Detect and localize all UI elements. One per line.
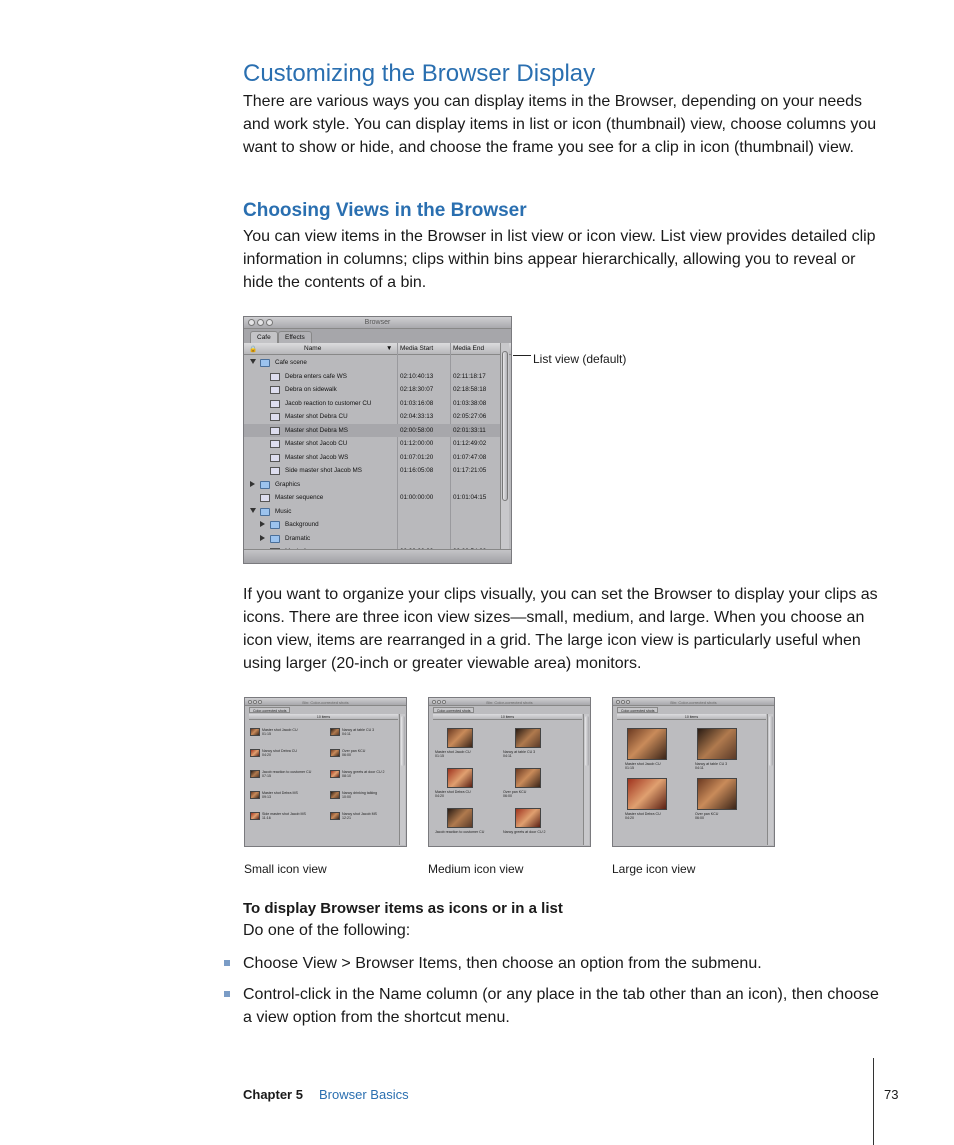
column-media-end[interactable]: Media End [453, 345, 485, 352]
clip-timecode: 04:11 [342, 732, 351, 737]
medium-icon-view-label: Medium icon view [428, 862, 524, 876]
clip-name: Over pan KCU [342, 749, 366, 753]
bullet-square-icon [224, 991, 230, 997]
clip-caption [262, 812, 306, 820]
row-name: Cafe scene [275, 359, 307, 366]
disclosure-down-icon[interactable] [250, 508, 256, 513]
table-row[interactable] [244, 397, 501, 411]
clip-name: Nancy shot Jacob MS [342, 812, 377, 816]
clip-caption [503, 750, 535, 758]
row-media-start: 01:03:16:08 [400, 399, 434, 407]
clip-thumbnail[interactable] [250, 812, 260, 820]
table-row[interactable] [244, 383, 501, 397]
clip-name: Nancy shot Debra CU [262, 749, 297, 753]
small-icon-view-label: Small icon view [244, 862, 327, 876]
clip-caption [262, 728, 298, 736]
item-count: 10 items [433, 714, 582, 720]
clip-caption [342, 749, 365, 757]
vertical-scrollbar[interactable] [767, 714, 773, 845]
clip-name: Master shot Jacob CU [625, 762, 661, 766]
bullet-text: Choose View > Browser Items, then choose an option from the submenu. [243, 955, 762, 972]
clip-thumbnail[interactable] [627, 728, 667, 760]
disclosure-right-icon[interactable] [250, 481, 255, 487]
row-media-end: 01:07:47:08 [453, 453, 487, 461]
clip-thumbnail[interactable] [515, 808, 541, 828]
clip-caption [503, 830, 546, 834]
clip-caption [342, 791, 377, 799]
clip-caption [342, 812, 377, 820]
clip-name: Side master shot Jacob MS [262, 812, 306, 816]
table-row[interactable] [244, 518, 501, 532]
browser-tabs [244, 329, 511, 343]
bullet-square-icon [224, 960, 230, 966]
bullet-item [243, 952, 883, 975]
panel-title-bar [245, 698, 406, 706]
scroll-thumb[interactable] [585, 716, 589, 766]
clip-thumbnail[interactable] [330, 812, 340, 820]
clip-timecode: 04:20 [435, 794, 444, 799]
disclosure-right-icon[interactable] [260, 521, 265, 527]
list-view-callout: List view (default) [533, 352, 627, 366]
scroll-thumb[interactable] [769, 716, 773, 766]
list-view-paragraph: You can view items in the Browser in list view or icon view. List view provides detailed clip information in columns; clips within bins appear hierarchically, allowing you to reveal or hide the contents of a bin. [243, 228, 876, 291]
clip-thumbnail[interactable] [250, 770, 260, 778]
clip-icon [270, 400, 280, 408]
table-row[interactable] [244, 478, 501, 492]
row-media-end: 02:01:33:11 [453, 426, 486, 434]
clip-caption [435, 790, 471, 798]
clip-icon [270, 440, 280, 448]
clip-thumbnail[interactable] [697, 778, 737, 810]
clip-name: Master shot Debra CU [435, 790, 471, 794]
column-header-row [244, 343, 511, 355]
clip-name: Nancy greets at door CU 2 [503, 830, 546, 834]
row-media-end: 02:18:58:18 [453, 386, 487, 393]
browser-rows [244, 356, 501, 549]
large-icon-view-screenshot [612, 697, 775, 847]
clip-name: Over pan KCU [695, 812, 719, 816]
clip-thumbnail[interactable] [447, 728, 473, 748]
clip-thumbnail[interactable] [447, 808, 473, 828]
clip-timecode: 04:20 [262, 753, 271, 758]
row-media-end: 02:11:18:17 [453, 372, 486, 380]
row-media-end: 01:01:04:15 [453, 494, 487, 501]
clip-timecode: 06:00 [503, 794, 512, 799]
table-row[interactable] [244, 424, 501, 438]
clip-thumbnail[interactable] [330, 791, 340, 799]
task-heading: To display Browser items as icons or in a list [243, 900, 563, 917]
row-media-end: 01:17:21:05 [453, 467, 487, 474]
clip-name: Master shot Jacob CU [435, 750, 471, 754]
task-intro: Do one of the following: [243, 922, 411, 939]
panel-tab[interactable]: Color-corrected shots [433, 707, 474, 713]
table-row[interactable] [244, 437, 501, 451]
clip-caption [625, 812, 661, 820]
table-row[interactable] [244, 451, 501, 465]
clip-icon [270, 386, 280, 394]
table-row[interactable] [244, 505, 501, 519]
clip-thumbnail[interactable] [330, 770, 340, 778]
browser-bottom-bar [244, 549, 511, 563]
large-icon-view-label: Large icon view [612, 862, 696, 876]
item-count: 10 items [617, 714, 766, 720]
clip-caption [342, 770, 385, 778]
table-row[interactable] [244, 464, 501, 478]
footer-chapter-title: Browser Basics [319, 1087, 409, 1102]
clip-caption [262, 770, 311, 778]
clip-thumbnail[interactable] [330, 749, 340, 757]
clip-thumbnail[interactable] [515, 728, 541, 748]
clip-name: Jacob reaction to customer CU [435, 830, 485, 834]
panel-tab[interactable]: Color-corrected shots [249, 707, 290, 713]
footer-chapter: Chapter 5 [243, 1087, 303, 1102]
panel-window-title: Bin: Color-corrected shots [302, 699, 349, 705]
small-icon-view-screenshot [244, 697, 407, 847]
scroll-thumb[interactable] [401, 716, 405, 766]
table-row[interactable] [244, 356, 501, 370]
medium-icon-view-screenshot [428, 697, 591, 847]
scroll-thumb[interactable] [502, 351, 508, 501]
clip-caption [262, 749, 297, 757]
clip-icon [270, 413, 280, 421]
clip-timecode: 12:21 [342, 816, 351, 821]
table-row[interactable] [244, 491, 501, 505]
folder-icon [260, 508, 270, 516]
clip-timecode: 07:15 [262, 774, 271, 779]
row-name: Master sequence [275, 494, 324, 501]
row-name: Graphics [275, 480, 301, 488]
clip-timecode: 11:16 [262, 816, 271, 821]
clip-timecode: 08:10 [342, 774, 351, 779]
clip-caption [503, 790, 526, 798]
browser-title-bar [244, 317, 511, 329]
clip-thumbnail[interactable] [330, 728, 340, 736]
clip-name: Master shot Debra MS [262, 791, 298, 795]
clip-thumbnail[interactable] [250, 749, 260, 757]
page-number: 73 [884, 1087, 899, 1102]
clip-icon [270, 373, 280, 381]
row-name: Dramatic [285, 534, 311, 542]
row-media-start: 02:10:40:13 [400, 372, 434, 380]
bullet-item [243, 983, 883, 1029]
clip-caption [342, 728, 374, 736]
table-row[interactable] [244, 532, 501, 546]
clip-thumbnail[interactable] [515, 768, 541, 788]
clip-name: Jacob reaction to customer CU [262, 770, 312, 774]
clip-timecode: 06:00 [695, 816, 704, 821]
clip-name: Nancy drinking talking [342, 791, 378, 795]
folder-icon [260, 481, 270, 489]
clip-name: Over pan KCU [503, 790, 527, 794]
clip-icon [270, 467, 280, 475]
clip-caption [435, 750, 471, 758]
table-row[interactable] [244, 370, 501, 384]
intro-paragraph: There are various ways you can display items in the Browser, depending on your needs and work style. You can display items in list or icon (thumbnail) view, choose columns you want to show or hide, and choose the frame you see for a clip in icon (thumbnail) view. [243, 93, 877, 156]
section-heading: Choosing Views in the Browser [243, 200, 527, 221]
panel-title-bar [613, 698, 774, 706]
lock-icon: 🔒 [249, 346, 258, 353]
row-media-start: 02:18:30:07 [400, 386, 434, 393]
clip-caption [695, 812, 718, 820]
clip-timecode: 09:13 [262, 795, 271, 800]
clip-thumbnail[interactable] [250, 791, 260, 799]
tab-cafe[interactable]: Cafe [250, 331, 278, 343]
row-name: Master shot Jacob WS [285, 453, 349, 461]
row-media-end: 02:05:27:06 [453, 413, 487, 420]
row-media-start: 02:00:58:00 [400, 426, 434, 434]
browser-window-title: Browser [364, 319, 391, 326]
column-name[interactable]: Name [304, 345, 322, 352]
clip-caption [625, 762, 661, 770]
page-heading: Customizing the Browser Display [243, 60, 596, 87]
clip-caption [262, 791, 298, 799]
sort-down-icon[interactable]: ▼ [386, 345, 393, 352]
vertical-scrollbar[interactable] [583, 714, 589, 845]
clip-timecode: 04:11 [695, 766, 704, 771]
panel-window-title: Bin: Color-corrected shots [486, 699, 533, 705]
vertical-scrollbar[interactable] [500, 343, 509, 549]
row-media-start: 01:07:01:20 [400, 453, 434, 461]
clip-name: Nancy at table CU 3 [503, 750, 536, 754]
clip-timecode: 01:15 [435, 754, 444, 759]
clip-timecode: 01:15 [625, 766, 634, 771]
folder-icon [270, 535, 280, 543]
sequence-icon [260, 494, 270, 502]
row-media-start: 01:12:00:00 [400, 440, 434, 447]
clip-timecode: 04:20 [625, 816, 634, 821]
row-name: Background [285, 521, 319, 528]
vertical-scrollbar[interactable] [399, 714, 405, 845]
row-media-start: 02:04:33:13 [400, 413, 434, 420]
row-name: Debra enters cafe WS [285, 372, 347, 380]
row-media-start: 01:16:05:08 [400, 467, 434, 474]
clip-name: Master shot Debra CU [625, 812, 661, 816]
clip-timecode: 01:15 [262, 732, 271, 737]
callout-line [513, 355, 531, 356]
footer-divider [873, 1058, 874, 1145]
clip-icon [270, 454, 280, 462]
clip-thumbnail[interactable] [447, 768, 473, 788]
clip-caption [435, 830, 484, 834]
clip-timecode: 10:00 [342, 795, 351, 800]
tab-effects[interactable]: Effects [278, 331, 312, 343]
clip-caption [695, 762, 727, 770]
clip-name: Nancy greets at door CU 2 [342, 770, 385, 774]
folder-icon [270, 521, 280, 529]
clip-name: Nancy at table CU 3 [342, 728, 375, 732]
row-name: Jacob reaction to customer CU [285, 399, 372, 407]
clip-timecode: 04:11 [503, 754, 512, 759]
panel-window-title: Bin: Color-corrected shots [670, 699, 717, 705]
row-name: Side master shot Jacob MS [285, 467, 362, 474]
column-media-start[interactable]: Media Start [400, 345, 434, 352]
folder-icon [260, 359, 270, 367]
row-name: Debra on sidewalk [285, 386, 337, 393]
clip-thumbnail[interactable] [250, 728, 260, 736]
bullet-text: Control-click in the Name column (or any place in the tab other than an icon), then choose a view option from the shortcut menu. [243, 986, 879, 1026]
clip-thumbnail[interactable] [627, 778, 667, 810]
item-count: 10 items [249, 714, 398, 720]
row-name: Master shot Jacob CU [285, 440, 348, 447]
clip-name: Nancy at table CU 3 [695, 762, 728, 766]
table-row[interactable] [244, 410, 501, 424]
row-name: Master shot Debra MS [285, 426, 348, 434]
panel-tab[interactable]: Color-corrected shots [617, 707, 658, 713]
row-media-end: 01:12:49:02 [453, 440, 487, 447]
row-name: Music [275, 507, 292, 515]
clip-icon [270, 427, 280, 435]
disclosure-right-icon[interactable] [260, 535, 265, 541]
clip-name: Master shot Jacob CU [262, 728, 298, 732]
disclosure-down-icon[interactable] [250, 359, 256, 364]
panel-title-bar [429, 698, 590, 706]
clip-thumbnail[interactable] [697, 728, 737, 760]
icon-view-paragraph: If you want to organize your clips visually, you can set the Browser to display your clips as icons. There are three icon view sizes—small, medium, and large. When you choose an icon view, items are rearranged in a grid. The large icon view is particularly useful when using larger (20-inch or greater viewable area) monitors. [243, 586, 878, 672]
clip-timecode: 06:00 [342, 753, 351, 758]
row-media-end: 01:03:38:08 [453, 399, 487, 407]
row-media-start: 01:00:00:00 [400, 494, 434, 501]
row-name: Master shot Debra CU [285, 413, 348, 420]
browser-list-view-screenshot [243, 316, 512, 564]
